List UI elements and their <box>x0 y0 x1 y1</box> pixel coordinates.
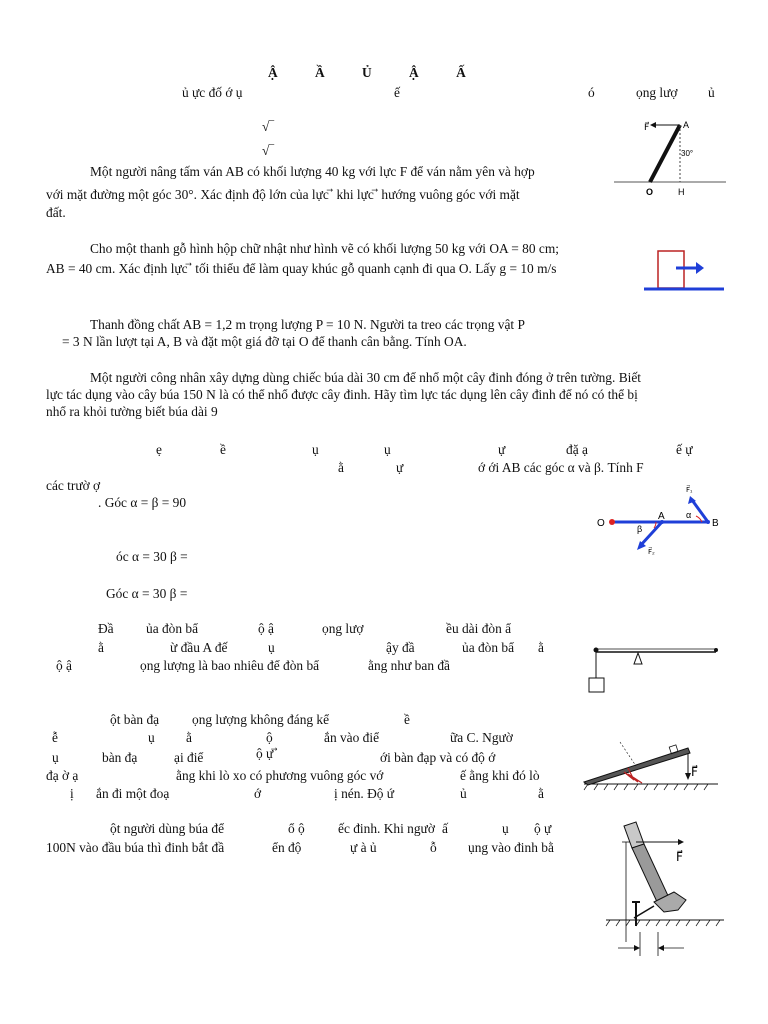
problem-7-fragment: ại điể <box>174 750 204 765</box>
force-label: F⃗₂ <box>648 549 655 556</box>
problem-7-fragment: đạ ờ ạ <box>46 768 79 783</box>
problem-7-fragment: ắn đi một đoạ <box>96 786 170 801</box>
problem-7-fragment: ọng lượng không đáng kể <box>192 712 330 727</box>
problem-5-case: Góc α = 30 β = <box>106 586 188 601</box>
problem-7-fragment: ề <box>404 712 410 727</box>
inclined-board-figure <box>610 116 730 202</box>
problem-7-fragment: bàn đạ <box>102 750 138 765</box>
problem-8-fragment: ếc đinh. Khi ngườ <box>338 821 435 836</box>
problem-5-case: . Góc α = β = 90 <box>98 495 187 510</box>
problem-8-fragment: ự à ủ <box>350 840 377 855</box>
sqrt-symbol: √‾ <box>262 119 274 134</box>
problem-4-line: nhổ ra khỏi tường biết búa dài 9 <box>46 404 218 419</box>
problem-7-fragment: ớ <box>254 786 262 801</box>
problem-8-fragment: ột người dùng búa để <box>110 821 225 836</box>
angle-label: α <box>686 510 692 520</box>
page-title: Ậ Ầ Ủ Ậ Ấ <box>268 65 466 80</box>
problem-7-fragment: ộ ự ⃗ <box>256 746 278 761</box>
problem-8-fragment: ụ <box>502 821 509 836</box>
problem-4-line: Một người công nhân xây dựng dùng chiếc búa dài 30 cm để nhổ một cây đinh đóng ở trên tường. Biết <box>90 370 642 385</box>
problem-6-fragment: ộ ậ <box>258 621 274 636</box>
problem-5-fragment: ụ <box>384 442 391 457</box>
problem-2-line: AB = 40 cm. Xác định lực ⃗ tối thiểu để làm quay khúc gỗ quanh cạnh đi qua O. Lấy g = 10 m/s <box>46 261 557 276</box>
problem-5-fragment: ẹ <box>156 442 162 457</box>
lever-figure <box>584 640 724 696</box>
problem-5-fragment: ự <box>498 442 506 457</box>
problem-5-fragment: ế ự <box>676 442 693 457</box>
problem-7-fragment: ới bàn đạp và có độ ớ <box>380 750 496 765</box>
problem-5-fragment: ự <box>396 460 404 475</box>
subtitle-fragment: ó <box>588 85 595 100</box>
problem-5-fragment: ớ ới AB các góc α và β. Tính F <box>478 460 644 475</box>
problem-1-line: đất. <box>46 205 66 220</box>
problem-2-line: Cho một thanh gỗ hình hộp chữ nhật như hình vẽ có khối lượng 50 kg với OA = 80 cm; <box>90 241 559 256</box>
problem-7-fragment: ủ <box>460 786 467 801</box>
problem-5-fragment: ề <box>220 442 226 457</box>
point-label: A <box>683 120 690 130</box>
problem-6-fragment: ừ đầu A đế <box>170 640 228 655</box>
problem-8-fragment: ộ ự <box>534 821 552 836</box>
pedal-spring-figure <box>578 736 728 794</box>
problem-8-fragment: 100N vào đầu búa thì đinh bắt đầ <box>46 840 225 855</box>
problem-5-fragment: ụ <box>312 442 319 457</box>
force-label: F⃗ <box>691 765 698 779</box>
problem-3-line: Thanh đồng chất AB = 1,2 m trọng lượng P = 10 N. Người ta treo các trọng vật P <box>90 317 525 332</box>
problem-7-fragment: ằ <box>186 730 192 745</box>
point-label: O <box>646 187 654 197</box>
problem-8-fragment: ển độ <box>272 840 302 855</box>
problem-8-fragment: ấ <box>442 821 448 836</box>
problem-6-fragment: Đầ <box>98 621 114 636</box>
point-label: O <box>597 518 605 529</box>
wood-block-figure <box>642 248 726 294</box>
hammer-nail-figure <box>596 814 728 964</box>
problem-5-fragment: ằ <box>338 460 344 475</box>
force-label: F⃗₁ <box>686 487 693 494</box>
subtitle-fragment: ọng lượ <box>636 85 678 100</box>
problem-6-fragment: ộ ậ <box>56 658 72 673</box>
angle-label: 30° <box>681 149 694 158</box>
problem-5-fragment: các trườ ợ <box>46 478 101 493</box>
problem-8-fragment: ụng vào đinh bằ <box>468 840 554 855</box>
problem-6-fragment: ọng lượng là bao nhiêu để đòn bẩ <box>140 658 320 673</box>
problem-6-fragment: ằ <box>538 640 544 655</box>
problem-4-line: lực tác dụng vào cây búa 150 N là có thể nhổ được cây đinh. Hãy tìm lực tác dụng lên cây đinh để nó có thể bị <box>46 387 638 402</box>
problem-6-fragment: ủa đòn bẩ <box>146 621 199 636</box>
problem-6-fragment: ọng lượ <box>322 621 364 636</box>
problem-6-fragment: ậy đầ <box>386 640 415 655</box>
problem-7-fragment: ắn vào điể <box>324 730 380 745</box>
problem-7-fragment: ằng khi lò xo có phương vuông góc vớ <box>176 768 384 783</box>
subtitle-fragment: ủ <box>708 85 715 100</box>
problem-7-fragment: ị <box>70 786 74 801</box>
problem-7-fragment: ế ằng khi đó lò <box>460 768 540 783</box>
angle-label: β <box>637 524 643 534</box>
problem-7-fragment: ị nén. Độ ứ <box>334 786 395 801</box>
point-label: A <box>658 511 665 522</box>
problem-6-fragment: ụ <box>268 640 275 655</box>
problem-6-fragment: ều dài đòn ẩ <box>446 621 512 636</box>
problem-3-line: = 3 N lần lượt tại A, B và đặt một giá đỡ tại O để thanh cân bằng. Tính OA. <box>62 334 467 349</box>
problem-6-fragment: ằng như ban đầ <box>368 658 450 673</box>
problem-6-fragment: ủa đòn bẩ <box>462 640 515 655</box>
problem-5-case: óc α = 30 β = <box>116 549 188 564</box>
problem-8-fragment: ổ ộ <box>288 821 305 836</box>
point-label: B <box>712 518 719 529</box>
problem-7-fragment: ộ <box>266 730 273 745</box>
problem-7-fragment: ụ <box>148 730 155 745</box>
problem-6-fragment: ằ <box>98 640 104 655</box>
problem-7-fragment: ễ <box>52 730 58 745</box>
problem-7-fragment: ằ <box>538 786 544 801</box>
sqrt-symbol: √‾ <box>262 143 274 158</box>
problem-1-line: Một người nâng tấm ván AB có khối lượng 40 kg với lực F để ván nằm yên và hợp <box>90 164 535 179</box>
force-label: F⃗ <box>676 850 683 864</box>
problem-7-fragment: ữa C. Ngườ <box>450 730 513 745</box>
problem-1-line: với mặt đường một góc 30°. Xác định độ lớn của lực ⃗ khi lực ⃗ hướng vuông góc với mặt <box>46 187 520 202</box>
problem-5-fragment: đặ ạ <box>566 442 588 457</box>
subtitle-fragment: ủ ực đố ớ ụ <box>182 85 243 100</box>
problem-7-fragment: ụ <box>52 750 59 765</box>
problem-7-fragment: ột bàn đạ <box>110 712 160 727</box>
point-label: H <box>678 187 685 197</box>
subtitle-fragment: ế <box>394 85 400 100</box>
problem-8-fragment: ỗ <box>430 840 437 855</box>
rod-forces-figure <box>596 482 728 558</box>
force-label: F⃗ <box>644 122 650 132</box>
